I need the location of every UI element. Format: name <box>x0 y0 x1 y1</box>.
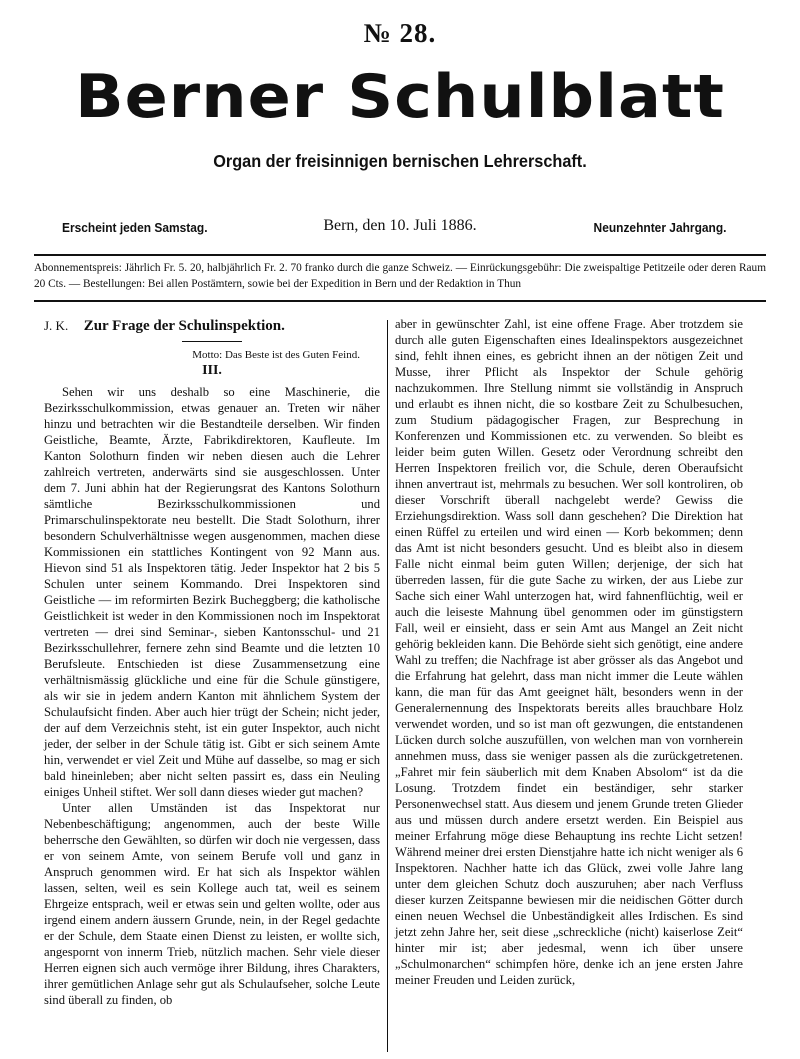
newspaper-subtitle: Organ der freisinnigen bernischen Lehrerschaft. <box>213 151 587 171</box>
header-rule-top <box>34 254 766 256</box>
paragraph: Sehen wir uns deshalb so eine Maschinerie, die Bezirksschulkommission, etwas genauer an. Treten wir näher hinzu und betrachten wir die Bestandteile derselben. Wir finden Geistliche, Beamte, Ärzte, Fabrikdirektoren, Kaufleute. Im Kanton Solothurn finden wir neben diesen auch die Lehrer zahlreich vertreten, anderwärts sind sie ausgeschlossen. Unter dem 7. Juni abhin hat der Regierungsrat des Kantons Solothurn sämtliche Bezirksschulkommissionen und Primarschulinspektorate neu bestellt. Die Stadt Solothurn, ihrer besondern Schulverhältnisse wegen ausgenommen, machen diese Kommissionen ein stattliches Kontingent von 92 Mann aus. Hievon sind 51 als Inspektoren tätig. Jeder Inspektor hat 2 bis 5 Schulen unter seinem Kommando. Drei Inspektoren sind Geistliche — im reformirten Bezirk Bucheggberg; die katholische Geistlichkeit ist weder in den Kommissionen noch im Inspektorat vertreten — drei sind Seminar-, sieben Kantonsschul- und 21 Bezirksschullehrer, fernere zehn sind Beamte und die letzten 10 Berufsleute. Entschieden ist diese Zusammensetzung eine verhältnismässig glückliche und eine für die Schule günstigere, als wir sie in jedem andern Kanton mit ähnlichem System der Schulaufsicht finden. Aber auch hier trügt der Schein; nicht jeder, der auf dem Verzeichnis steht, ist ein guter Inspektor, auch nicht jeder, der selber in der Schule tätig ist. Gibt er sich seinem Amte hin, verwendet er viel Zeit und Mühe auf dasselbe, so mag er sich bald hineinleben; aber nicht selten passirt es, dass ein Neuling einiges Unheil stiftet. Wer soll dann dieses wieder gut machen? <box>44 385 380 799</box>
title-rule <box>182 341 242 342</box>
article-part: III. <box>202 363 222 378</box>
left-column <box>44 316 380 1008</box>
article-motto: Motto: Das Beste ist des Guten Feind. <box>192 349 360 361</box>
article-author: J. K. <box>44 318 69 333</box>
paragraph: Unter allen Umständen ist das Inspektorat nur Nebenbeschäftigung; angenommen, auch der beste Wille beherrsche den Gewählten, so dürfen wir doch nie vergessen, dass er von seinem Amte, von seinem Berufe voll und ganz in Anspruch genommen wird. Er hat sich als Inspektor wählen lassen, selten, weil es sein Kollege auch tat, weil es seinem Ehrgeize entsprach, weil er etwas sein und gelten wollte, oder aus irgend einem andern äussern Grunde, nein, in der Regel gedachte er der Schule, dem Staate einen Dienst zu leisten, er wollte sich, angespornt von innerm Trieb, nützlich machen. Sehr viele dieser Herren eignen sich auch vermöge ihrer Bildung, ihres Charakters, ihrer gemütlichen Anlage sehr gut als Schulaufseher, solche Leute sind überall zu finden, ob <box>44 801 380 1007</box>
header-rule-bottom <box>34 300 766 302</box>
column-divider <box>387 320 388 1052</box>
newspaper-title: Berner Schulblatt <box>75 62 725 132</box>
publication-frequency: Erscheint jeden Samstag. <box>62 220 208 235</box>
issue-number: № 28. <box>363 18 437 48</box>
place-date: Bern, den 10. Juli 1886. <box>323 217 477 234</box>
subscription-notice: Abonnementspreis: Jährlich Fr. 5. 20, halbjährlich Fr. 2. 70 franko durch die ganze Schweiz. — Einrückungsgebühr: Die zweispaltige Petitzeile oder deren Raum 20 Cts. — Bestellungen: Bei allen Postämtern, sowie bei der Expedition in Bern und der Redaktion in Thun <box>34 262 766 290</box>
paragraph: aber in gewünschter Zahl, ist eine offene Frage. Aber trotzdem sie durch alle guten Eigenschaften eines Idealinspektors ausgezeichnet sind, fehlt ihnen eines, es gebricht ihnen an der nötigen Zeit und Musse, ihrer Pflicht als Inspektor der Schule gehörig nachzukommen. Ihre Stellung nimmt sie vollständig in Anspruch und erlaubt es ihnen nicht, die so kostbare Zeit zu Schulbesuchen, zum Studium pädagogischer Fragen, zur Besprechung in Konferenzen und Kommissionen etc. zu verwenden. So bleibt es leider beim guten Willen. Gesetz oder Verordnung schreibt den Herren Inspektoren freilich vor, die Schule, deren Oberaufsicht ihnen anvertraut ist, mehrmals zu besuchen. Wer soll kontroliren, ob dieser Vorschrift überall nachgelebt werde? Gewiss die Erziehungsdirektion. Wass soll dann geschehen? Die Direktion hat einen Rüffel zu erteilen und wird einen — Korb bekommen; denn das Amt ist nicht besonders gesucht. Und es bleibt also in diesem Falle nicht einmal beim guten Willen; derjenige, der sich hat überreden lassen, für die gute Sache zu wirken, der aus Liebe zur Sache sich einer Wahl unterzogen hat, wird fahnenflüchtig, weil er auch die leiseste Mahnung übel genommen oder im günstigstern Fall, weil er einsieht, dass er sein Amt aus Mangel an Zeit nicht gehörig bekleiden kann. Die Behörde sieht sich genötigt, eine andere Wahl zu treffen; die Nachfrage ist aber grösser als das Angebot und die Erfahrung hat gelehrt, dass man nicht immer die Leute wählen kann, die man für das Amt geeignet hält, besonders wenn in der Generalernennung des Inspektorats bereits alles brauchbare Holz verwendet worden, und so ist man oft gezwungen, die entstandenen Lücken durch solche auszufüllen, von welchen man von vornherein annehmen muss, dass sie weniger passen als die zurückgetretenen. „Fahret mir fein säuberlich mit dem Knaben Absolom“ ist da die Losung. Trotzdem findet ein beständiger, sehr starker Personenwechsel statt. Aus diesem und jenem Grunde treten Glieder aus und müssen durch andere ersetzt werden. Ein Beispiel aus meiner Erfahrung möge diese Behauptung ins rechte Licht setzen! Während meiner drei ersten Dienstjahre hatte ich nicht weniger als 6 Inspektoren. Nachher hatte ich das Glück, zwei volle Jahre lang unter dem gleichen Schutz doch auszuruhen; aber nach Verfluss dieser kurzen Zeitspanne bewiesen mir die neidischen Götter durch einen neuen Wechsel die Unbeständigkeit alles Irdischen. Es sind jetzt zehn Jahre her, seit diese „schreckliche (nicht) kaiserlose Zeit“ hinter mir ist; aber jedesmal, wenn ich über unsere „Schulmonarchen“ schimpfen höre, denke ich an jene ersten Jahre meiner Freuden und Leiden zurück, <box>395 317 743 987</box>
right-column <box>395 316 743 988</box>
article-title: Zur Frage der Schulinspektion. <box>83 318 285 334</box>
article-heading <box>44 316 380 337</box>
volume-year: Neunzehnter Jahrgang. <box>593 220 726 235</box>
